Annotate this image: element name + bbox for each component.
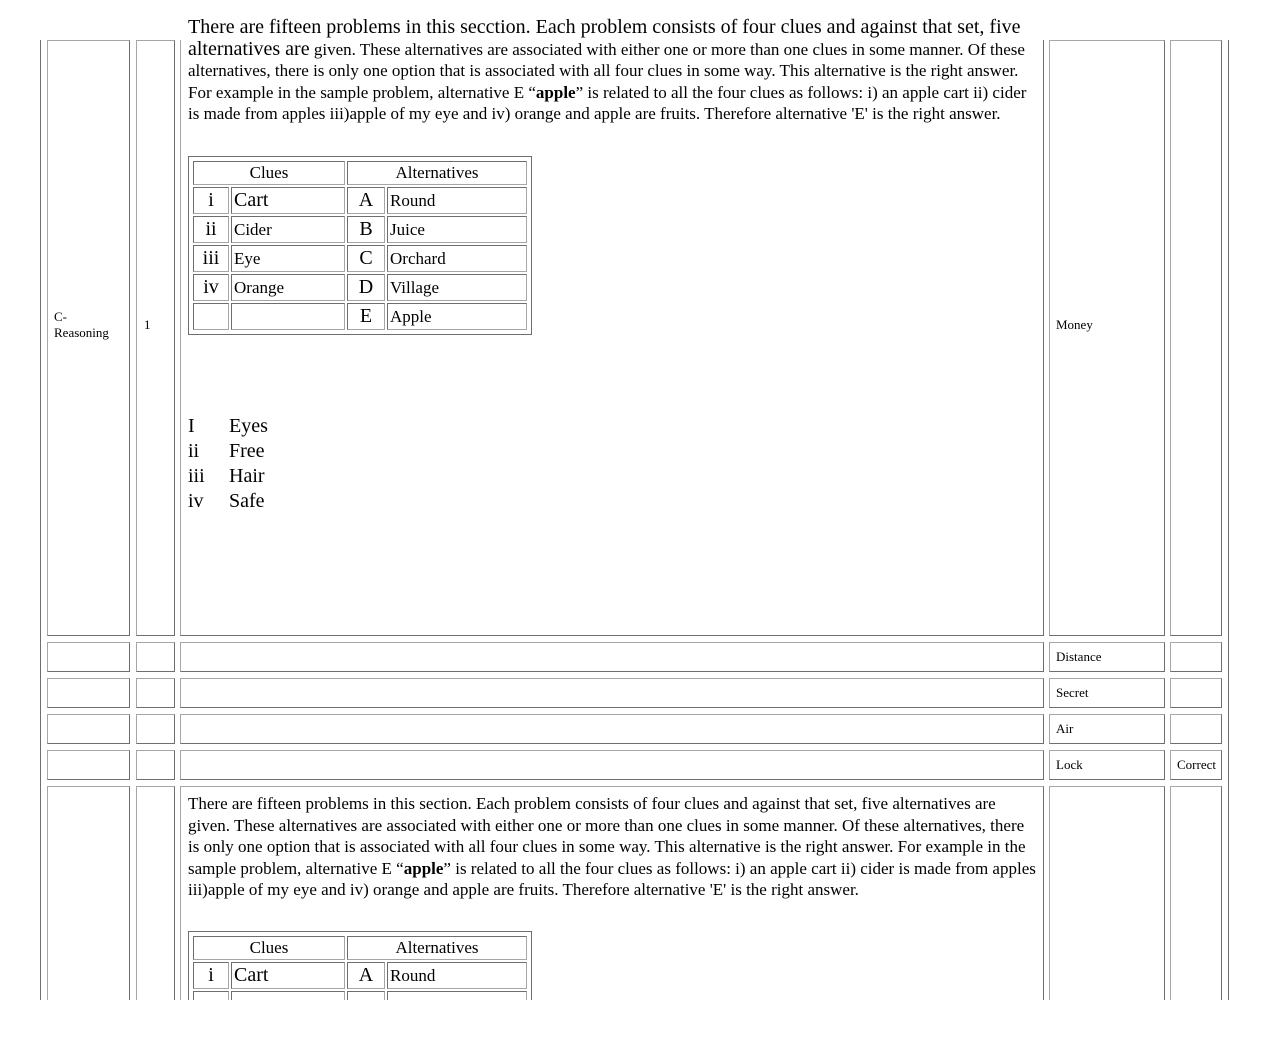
clue-number: i: [193, 187, 229, 214]
answer-cell-5: [1170, 750, 1222, 780]
instructions2-bold: apple: [403, 858, 444, 878]
table-row: [193, 187, 527, 214]
clue-word: Cart: [231, 187, 345, 214]
alternative-word: Apple: [387, 303, 527, 330]
alternative-letter: C: [347, 245, 385, 272]
alternatives-header: Alternatives: [347, 161, 527, 185]
section-cell: [47, 40, 130, 636]
alternative-letter: A: [347, 187, 385, 214]
question-cell: [180, 40, 1044, 636]
list-item: [188, 489, 268, 514]
number-cell: [136, 678, 175, 708]
list-item: [188, 439, 268, 464]
clue-word: Cart: [231, 962, 345, 989]
alternatives-header: Alternatives: [347, 936, 527, 960]
alternative-word: [387, 991, 527, 1000]
alternative-word: Round: [387, 187, 527, 214]
clue-numeral: I: [188, 415, 195, 437]
alternative-letter: A: [347, 962, 385, 989]
clue-text: Free: [229, 440, 265, 462]
answer-cell-3: [1170, 678, 1222, 708]
clue-word: Orange: [231, 274, 345, 301]
section-cell: [47, 750, 130, 780]
clue-number: i: [193, 962, 229, 989]
question-cell: [180, 714, 1044, 744]
answer-cell-2: [1170, 642, 1222, 672]
alternative-letter: D: [347, 274, 385, 301]
correct-label: Correct: [1177, 757, 1216, 772]
option-cell-1[interactable]: [1049, 40, 1165, 636]
instructions-text: [188, 17, 1038, 125]
instructions-text-2: [188, 793, 1036, 901]
table-row: [193, 245, 527, 272]
clue-numeral: ii: [188, 440, 200, 462]
list-item: [188, 464, 268, 489]
alternative-word: Juice: [387, 216, 527, 243]
table-row: [193, 962, 527, 989]
clues-header: Clues: [193, 936, 345, 960]
clue-numeral: iv: [188, 490, 204, 512]
sample-clue-table-2: [188, 931, 532, 1000]
question-cell: [180, 750, 1044, 780]
option-cell-4[interactable]: [1049, 714, 1165, 744]
instructions-lead: There are fifteen problems in this secction. Each problem consists of four clues and against that set, five alternatives are: [188, 16, 1021, 60]
instructions2-text: There are fifteen problems in this section. Each problem consists of four clues and against that set, five alternatives are given. These alternatives are associated with either one or more than one clues in some manner. Of these alternatives, there is only one option that is associated with all four clues in some way. This alternative is the right answer. For example in the sample problem, alternative E “: [188, 794, 1026, 878]
table-row: [193, 216, 527, 243]
list-item: [188, 414, 268, 439]
answer-cell-4: [1170, 714, 1222, 744]
clue-text: Safe: [229, 490, 265, 512]
clue-number: ii: [193, 216, 229, 243]
alternative-letter: B: [347, 216, 385, 243]
section-cell: [47, 642, 130, 672]
clue-word: [231, 991, 345, 1000]
instructions2-tail: ” is related to all the four clues as follows: i) an apple cart ii) cider is made from apples iii)apple of my eye and iv) orange and apple are fruits. Therefore alternative 'E' is the right answer.: [188, 858, 1036, 899]
option-cell-5[interactable]: [1049, 750, 1165, 780]
clue-number: iii: [193, 245, 229, 272]
instructions-rest: given. These alternatives are associated with either one or more than one clues in some manner. Of these alternatives, there is only one option that is associated with all four clues in some way. This alternative is the right answer. For example in the sample problem, alternative E “: [188, 39, 1025, 102]
section-cell: [47, 714, 130, 744]
number-cell: [136, 750, 175, 780]
clue-number: [193, 991, 229, 1000]
clue-text: Eyes: [229, 415, 268, 437]
clue-number: [193, 303, 229, 330]
clue-text: Hair: [229, 465, 265, 487]
alternative-letter: [347, 991, 385, 1000]
option-text-4: Air: [1056, 721, 1074, 736]
table-edge-left: [40, 40, 41, 1000]
option-text-2: Distance: [1056, 649, 1102, 664]
section-label: C-Reasoning: [54, 309, 109, 340]
number-cell: [136, 714, 175, 744]
option-cell-2[interactable]: [1049, 642, 1165, 672]
question-clue-list: [188, 414, 268, 514]
answer-cell-1: [1170, 40, 1222, 636]
alternative-word: Round: [387, 962, 527, 989]
instructions-bold: apple: [535, 82, 576, 102]
clues-header: Clues: [193, 161, 345, 185]
option-text-3: Secret: [1056, 685, 1089, 700]
section-cell: [47, 678, 130, 708]
clue-word: Cider: [231, 216, 345, 243]
clue-numeral: iii: [188, 465, 205, 487]
clue-word: [231, 303, 345, 330]
option-cell-3[interactable]: [1049, 678, 1165, 708]
number-cell: [136, 642, 175, 672]
clue-word: Eye: [231, 245, 345, 272]
option-text-1: Money: [1056, 317, 1093, 332]
table-row: [193, 274, 527, 301]
option-text-5: Lock: [1056, 757, 1083, 772]
table-clip: [0, 900, 1269, 1000]
table-edge-right: [1228, 40, 1229, 1000]
alternative-letter: E: [347, 303, 385, 330]
question-cell: [180, 642, 1044, 672]
instructions-tail: ” is related to all the four clues as follows: i) an apple cart ii) cider is made from apples iii)apple of my eye and iv) orange and apple are fruits. Therefore alternative 'E' is the right answer.: [188, 82, 1027, 123]
number-cell: [136, 40, 175, 636]
alternative-word: Village: [387, 274, 527, 301]
clue-number: iv: [193, 274, 229, 301]
table-row: [193, 303, 527, 330]
question-number: 1: [144, 317, 151, 332]
question-cell: [180, 678, 1044, 708]
table-row: [193, 991, 527, 1000]
sample-clue-table: [188, 156, 532, 335]
alternative-word: Orchard: [387, 245, 527, 272]
